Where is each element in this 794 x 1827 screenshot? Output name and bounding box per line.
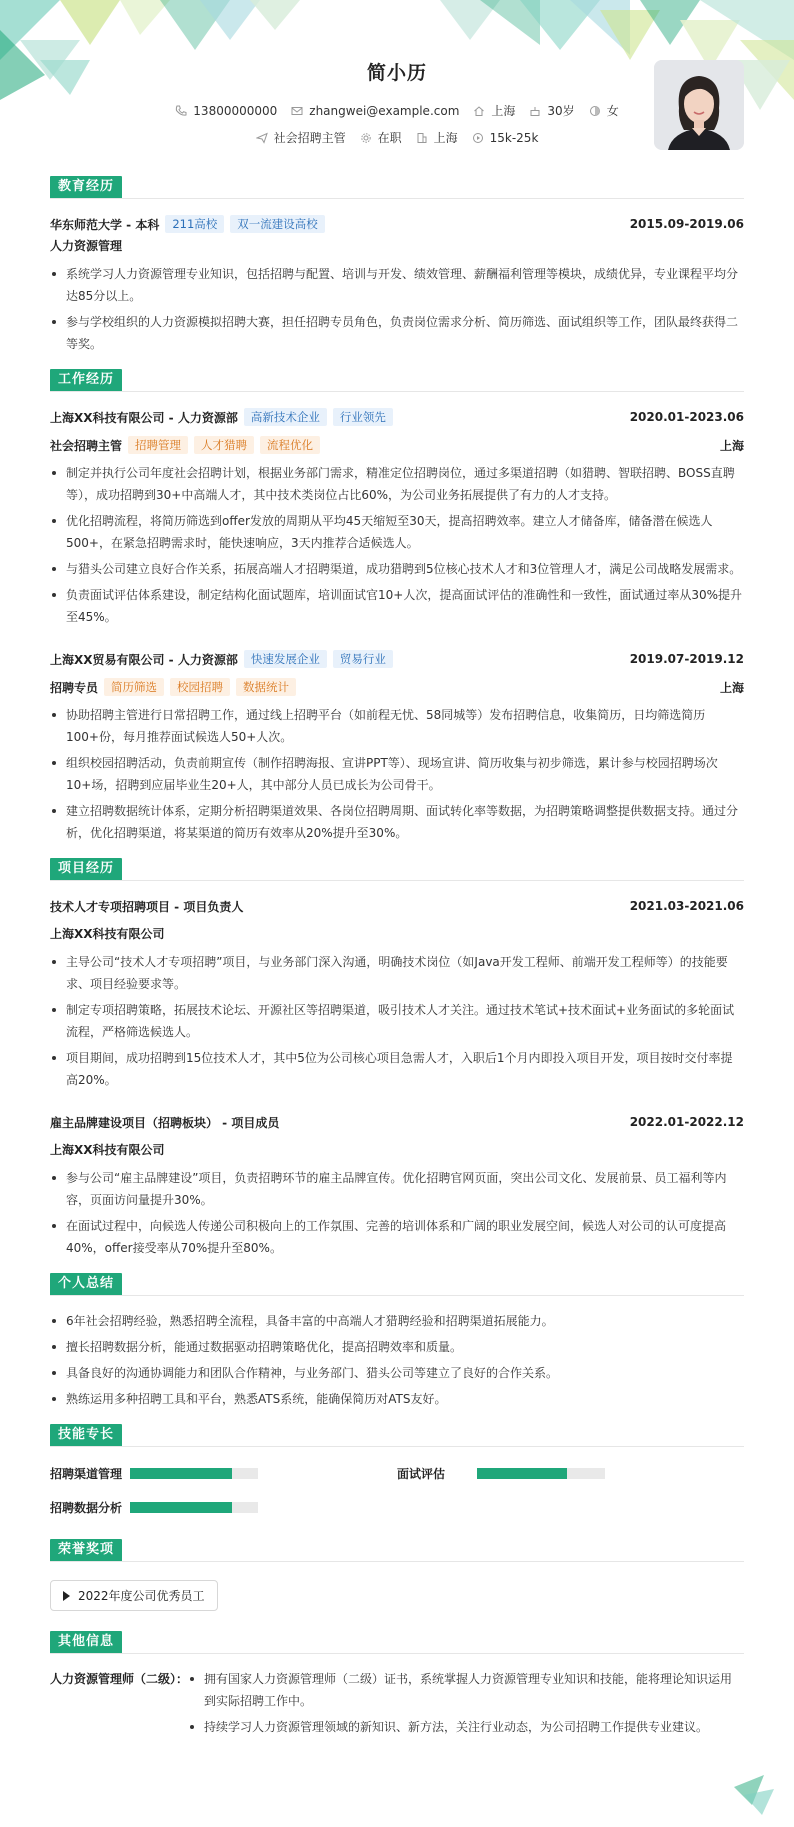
list-item: 6年社会招聘经验，熟悉招聘全流程，具备丰富的中高端人才猎聘经验和招聘渠道拓展能力。 [50, 1310, 744, 1332]
skill-tag: 数据统计 [236, 678, 296, 696]
company-tag: 贸易行业 [333, 650, 393, 668]
salary-item [472, 131, 539, 145]
list-item: 制定专项招聘策略，拓展技术论坛、开源社区等招聘渠道，吸引技术人才关注。通过技术笔试+技术面试+业务面试的多轮面试流程，严格筛选候选人。 [50, 999, 744, 1043]
skill-bar [477, 1468, 605, 1479]
footer-decoration [734, 1775, 774, 1815]
section-header [50, 1539, 744, 1562]
city-text: 上海 [491, 104, 516, 118]
section-title-other: 其他信息 [50, 1631, 122, 1653]
list-item: 项目期间，成功招聘到15位技术人才，其中5位为公司核心项目急需人才，入职后1个月内即投入项目开发，项目按时交付率提高20%。 [50, 1047, 744, 1091]
contact-line [50, 102, 744, 119]
award-text: 2022年度公司优秀员工 [78, 1589, 205, 1603]
company-tag: 行业领先 [333, 408, 393, 426]
email-text: zhangwei@example.com [309, 103, 460, 118]
expected-city-item [416, 129, 458, 146]
work-section [50, 369, 744, 844]
email-item [291, 104, 459, 118]
list-item: 组织校园招聘活动，负责前期宣传（制作招聘海报、宣讲PPT等）、现场宣讲、简历收集与初步筛选，累计参与校园招聘场次10+场，招聘到应届毕业生20+人，其中部分人员已成长为公司骨干。 [50, 752, 744, 796]
profile-photo [654, 60, 744, 150]
skill-bar-fill [477, 1468, 567, 1479]
company-name: 上海XX贸易有限公司 - 人力资源部 [50, 652, 238, 667]
list-item: 制定并执行公司年度社会招聘计划，根据业务部门需求，精准定位招聘岗位，通过多渠道招聘（如猎聘、智联招聘、BOSS直聘等），成功招聘到30+中高端人才，其中技术类岗位占比60%，为公司业务拓展提供了有力的人才支持。 [50, 462, 744, 506]
certificate-label: 人力资源管理师（二级）： [50, 1672, 189, 1686]
project-entry [50, 895, 744, 1091]
section-title-skills: 技能专长 [50, 1424, 122, 1446]
skill-tag: 流程优化 [260, 436, 320, 454]
skill-bar-fill [130, 1468, 232, 1479]
section-title-projects: 项目经历 [50, 858, 122, 880]
company-tag: 高新技术企业 [244, 408, 327, 426]
list-item: 参与学校组织的人力资源模拟招聘大赛，担任招聘专员角色，负责岗位需求分析、简历筛选、面试组织等工作，团队最终获得二等奖。 [50, 311, 744, 355]
major: 人力资源管理 [50, 239, 123, 253]
project-company: 上海XX科技有限公司 [50, 927, 165, 941]
education-section [50, 176, 744, 355]
work-date: 2019.07-2019.12 [629, 652, 744, 666]
list-item: 擅长招聘数据分析，能通过数据驱动招聘策略优化，提高招聘效率和质量。 [50, 1336, 744, 1358]
salary-text: 15k-25k [489, 130, 539, 145]
section-title-education: 教育经历 [50, 176, 122, 198]
project-title: 技术人才专项招聘项目 - 项目负责人 [50, 899, 244, 914]
work-city: 上海 [719, 438, 744, 453]
school-tag: 211高校 [165, 215, 224, 233]
skill-tag: 简历筛选 [104, 678, 164, 696]
home-icon [473, 105, 485, 117]
work-city: 上海 [719, 680, 744, 695]
other-section [50, 1631, 744, 1742]
play-circle-icon [472, 132, 484, 144]
project-entry [50, 1111, 744, 1259]
section-header [50, 858, 744, 881]
list-item: 协助招聘主管进行日常招聘工作，通过线上招聘平台（如前程无忧、58同城等）发布招聘信息，收集简历，日均筛选简历100+份，每月推荐面试候选人50+人次。 [50, 704, 744, 748]
education-entry [50, 213, 744, 355]
phone-icon [175, 105, 187, 117]
summary-section [50, 1273, 744, 1410]
skill-tag: 校园招聘 [170, 678, 230, 696]
project-date: 2022.01-2022.12 [629, 1115, 744, 1129]
skills-section [50, 1424, 744, 1519]
list-item: 主导公司“技术人才专项招聘”项目，与业务部门深入沟通，明确技术岗位（如Java开发工程师、前端开发工程师等）的技能要求、项目经验要求等。 [50, 951, 744, 995]
list-item: 持续学习人力资源管理领域的新知识、新方法，关注行业动态，为公司招聘工作提供专业建议。 [188, 1716, 744, 1738]
skills-list [50, 1461, 744, 1519]
age-text: 30岁 [547, 104, 575, 118]
company-name: 上海XX科技有限公司 - 人力资源部 [50, 410, 238, 425]
school-name: 华东师范大学 - 本科 [50, 217, 160, 232]
skill-name: 招聘数据分析 [50, 1500, 123, 1515]
candidate-name: 简小历 [366, 62, 427, 84]
project-date: 2021.03-2021.06 [629, 899, 744, 913]
projects-section [50, 858, 744, 1259]
awards-section [50, 1539, 744, 1611]
project-title: 雇主品牌建设项目（招聘板块） - 项目成员 [50, 1115, 280, 1130]
building-icon [416, 132, 428, 144]
skill-name: 面试评估 [397, 1466, 446, 1481]
skill-item [50, 1461, 397, 1485]
status-item [360, 129, 402, 146]
skill-bar [130, 1502, 258, 1513]
list-item: 优化招聘流程，将简历筛选到offer发放的周期从平均45天缩短至30天，提高招聘效率。建立人才储备库，储备潜在候选人500+，在紧急招聘需求时，能快速响应，3天内推荐合适候选人。 [50, 510, 744, 554]
job-type-item [256, 129, 346, 146]
mail-icon [291, 105, 303, 117]
cake-icon [529, 105, 541, 117]
skill-name: 招聘渠道管理 [50, 1466, 123, 1481]
list-item: 系统学习人力资源管理专业知识，包括招聘与配置、培训与开发、绩效管理、薪酬福利管理等模块，成绩优异，专业课程平均分达85分以上。 [50, 263, 744, 307]
job-type-text: 社会招聘主管 [273, 131, 346, 145]
skill-item [397, 1461, 744, 1485]
position-title: 社会招聘主管 [50, 438, 123, 453]
list-item: 拥有国家人力资源管理师（二级）证书，系统掌握人力资源管理专业知识和技能，能将理论知识运用到实际招聘工作中。 [188, 1668, 744, 1712]
company-tag: 快速发展企业 [244, 650, 327, 668]
section-title-work: 工作经历 [50, 369, 122, 391]
resume-page [50, 0, 744, 1742]
work-entry [50, 648, 744, 844]
list-item: 建立招聘数据统计体系，定期分析招聘渠道效果、各岗位招聘周期、面试转化率等数据，为招聘策略调整提供数据支持。通过分析，优化招聘渠道，将某渠道的简历有效率从20%提升至30%。 [50, 800, 744, 844]
phone-item [175, 104, 277, 118]
skill-tag: 人才猎聘 [194, 436, 254, 454]
list-item: 熟练运用多种招聘工具和平台，熟悉ATS系统，能确保简历对ATS友好。 [50, 1388, 744, 1410]
phone-text: 13800000000 [193, 103, 278, 118]
section-header [50, 1273, 744, 1296]
age-item [529, 102, 574, 119]
send-icon [256, 132, 268, 144]
caret-right-icon [63, 1591, 70, 1601]
gender-icon [589, 105, 601, 117]
list-item: 与猎头公司建立良好合作关系，拓展高端人才招聘渠道，成功猎聘到5位核心技术人才和3位管理人才，满足公司战略发展需求。 [50, 558, 744, 580]
other-entry [50, 1668, 744, 1742]
skill-bar [130, 1468, 258, 1479]
status-text: 在职 [377, 131, 402, 145]
list-item: 参与公司“雇主品牌建设”项目，负责招聘环节的雇主品牌宣传。优化招聘官网页面，突出公司文化、发展前景、员工福利等内容，页面访问量提升30%。 [50, 1167, 744, 1211]
city-item [473, 102, 515, 119]
job-intent-line [50, 129, 744, 146]
expected-city-text: 上海 [433, 131, 458, 145]
section-title-awards: 荣誉奖项 [50, 1539, 122, 1561]
work-date: 2020.01-2023.06 [629, 410, 744, 424]
list-item: 具备良好的沟通协调能力和团队合作精神，与业务部门、猎头公司等建立了良好的合作关系。 [50, 1362, 744, 1384]
section-title-summary: 个人总结 [50, 1273, 122, 1295]
list-item: 负责面试评估体系建设，制定结构化面试题库，培训面试官10+人次，提高面试评估的准确性和一致性，面试通过率从30%提升至45%。 [50, 584, 744, 628]
section-header [50, 369, 744, 392]
skill-bar-fill [130, 1502, 232, 1513]
section-header [50, 1424, 744, 1447]
resume-header [50, 0, 744, 162]
project-company: 上海XX科技有限公司 [50, 1143, 165, 1157]
award-item[interactable] [50, 1580, 218, 1611]
skill-tag: 招聘管理 [128, 436, 188, 454]
gender-text: 女 [606, 104, 619, 118]
gender-item [589, 102, 619, 119]
list-item: 在面试过程中，向候选人传递公司积极向上的工作氛围、完善的培训体系和广阔的职业发展空间，候选人对公司的认可度提高40%，offer接受率从70%提升至80%。 [50, 1215, 744, 1259]
skill-item [50, 1495, 397, 1519]
position-title: 招聘专员 [50, 680, 99, 695]
section-header [50, 176, 744, 199]
education-date: 2015.09-2019.06 [629, 217, 744, 231]
work-entry [50, 406, 744, 628]
section-header [50, 1631, 744, 1654]
school-tag: 双一流建设高校 [230, 215, 325, 233]
gear-icon [360, 132, 372, 144]
